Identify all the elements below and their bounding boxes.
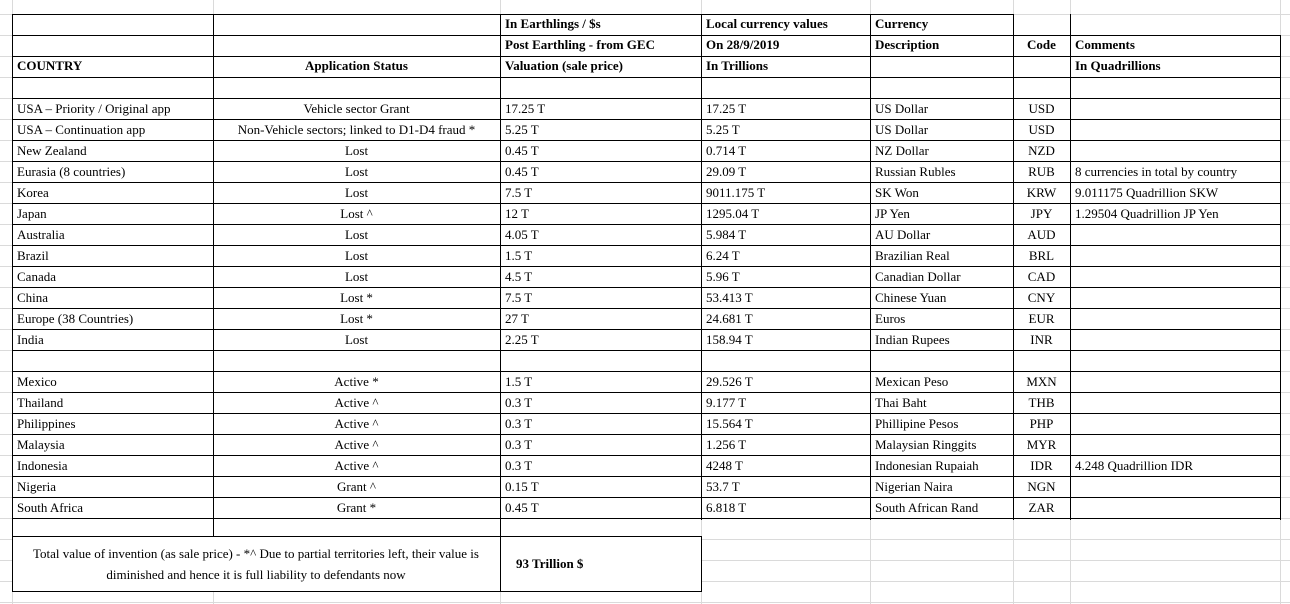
table-cell-status: Vehicle sector Grant [303,101,410,116]
table-cell-code: CAD [1027,269,1056,284]
table-cell-local: 53.413 T [706,290,753,305]
gridline-horizontal [0,602,1290,603]
table-cell-code: USD [1028,101,1055,116]
table-cell-country: Brazil [17,248,49,263]
border-horizontal [12,413,1281,414]
table-cell-currency: Canadian Dollar [875,269,961,284]
table-cell-status: Grant * [336,500,377,515]
border-horizontal [12,245,1281,246]
table-cell-country: China [17,290,49,305]
border-horizontal [12,224,1281,225]
table-cell-status: Lost [344,269,369,284]
table-cell-status: Grant ^ [337,479,376,494]
table-cell-valuation: 1.5 T [505,374,533,389]
table-cell-currency: Phillipine Pesos [875,416,959,431]
border-horizontal [12,518,1281,519]
table-cell-valuation: 17.25 T [505,101,546,116]
table-cell-status: Lost [344,248,369,263]
table-cell-comments: 4.248 Quadrillion IDR [1075,458,1194,473]
border-horizontal [12,35,1281,36]
table-cell-valuation: 0.15 T [505,479,539,494]
table-cell-comments [1070,225,1280,246]
border-vertical [500,14,501,541]
table-cell-valuation: 0.3 T [505,416,533,431]
table-cell-local: 5.96 T [706,269,740,284]
header-cell: Local currency values [706,16,828,31]
table-cell-country: Thailand [17,395,64,410]
table-cell-valuation: 7.5 T [505,185,533,200]
table-cell-code: THB [1028,395,1055,410]
table-cell-local: 17.25 T [706,101,747,116]
table-cell-code: ZAR [1028,500,1055,515]
table-cell-valuation: 4.05 T [505,227,539,242]
table-cell-code: USD [1028,122,1055,137]
table-cell-status: Lost [344,164,369,179]
table-cell-code: NZD [1028,143,1055,158]
table-cell-status: Lost * [340,311,373,326]
table-cell-currency: Mexican Peso [875,374,949,389]
table-cell-valuation: 12 T [505,206,529,221]
table-cell-comments [1070,309,1280,330]
table-cell-currency: Euros [875,311,906,326]
header-cell: COUNTRY [17,58,83,73]
table-cell-status: Active ^ [334,458,379,473]
table-cell-valuation: 7.5 T [505,290,533,305]
table-cell-currency: AU Dollar [875,227,931,242]
table-cell-comments [1070,267,1280,288]
table-cell-local: 15.564 T [706,416,753,431]
border-horizontal [12,392,1281,393]
header-cell: Application Status [305,58,408,73]
border-horizontal [12,266,1281,267]
table-cell-local: 53.7 T [706,479,740,494]
header-cell: In Earthlings / $s [505,16,601,31]
table-cell-local: 9011.175 T [706,185,766,200]
table-cell-status: Active ^ [334,416,379,431]
table-cell-country: Indonesia [17,458,68,473]
table-cell-code: IDR [1030,458,1053,473]
table-cell-valuation: 0.3 T [505,395,533,410]
table-cell-local: 29.09 T [706,164,747,179]
table-cell-valuation: 0.45 T [505,164,539,179]
border-horizontal [12,182,1281,183]
table-cell-valuation: 1.5 T [505,248,533,263]
table-cell-local: 6.818 T [706,500,747,515]
table-cell-comments [1070,498,1280,519]
border-vertical [1070,14,1071,520]
header-cell: Code [1027,37,1056,52]
table-cell-comments [1070,435,1280,456]
table-cell-comments [1070,330,1280,351]
table-cell-code: CNY [1027,290,1056,305]
header-cell: On 28/9/2019 [706,37,780,52]
table-cell-comments [1070,99,1280,120]
table-cell-local: 24.681 T [706,311,753,326]
table-cell-local: 9.177 T [706,395,747,410]
table-cell-code: AUD [1027,227,1056,242]
table-cell-code: BRL [1028,248,1055,263]
table-cell-comments [1070,141,1280,162]
table-cell-local: 5.984 T [706,227,747,242]
table-cell-valuation: 0.45 T [505,500,539,515]
table-cell-local: 4248 T [706,458,743,473]
table-cell-local: 6.24 T [706,248,740,263]
border-horizontal [12,287,1281,288]
table-cell-valuation: 27 T [505,311,529,326]
table-cell-country: Nigeria [17,479,56,494]
table-cell-country: Malaysia [17,437,65,452]
table-cell-code: KRW [1026,185,1057,200]
table-cell-country: Philippines [17,416,76,431]
table-cell-status: Lost [344,227,369,242]
table-cell-currency: JP Yen [875,206,910,221]
border-vertical [1013,14,1014,520]
table-cell-currency: Russian Rubles [875,164,956,179]
table-cell-valuation: 4.5 T [505,269,533,284]
table-cell-country: Korea [17,185,49,200]
header-cell: Currency [875,16,929,31]
table-cell-country: India [17,332,44,347]
border-vertical [701,14,702,520]
table-cell-code: EUR [1028,311,1055,326]
table-cell-status: Active ^ [334,437,379,452]
border-vertical [12,14,13,541]
total-value: 93 Trillion $ [516,556,584,571]
table-cell-country: Europe (38 Countries) [17,311,134,326]
border-horizontal [12,98,1281,99]
table-cell-country: Mexico [17,374,57,389]
border-vertical [870,14,871,520]
table-cell-local: 158.94 T [706,332,753,347]
table-cell-currency: Thai Baht [875,395,927,410]
table-cell-country: Canada [17,269,56,284]
border-horizontal [12,119,1281,120]
table-cell-valuation: 0.45 T [505,143,539,158]
table-cell-country: New Zealand [17,143,87,158]
table-cell-code: NGN [1027,479,1056,494]
table-cell-country: South Africa [17,500,84,515]
table-cell-country: Eurasia (8 countries) [17,164,126,179]
border-horizontal [12,350,1281,351]
table-cell-comments [1070,246,1280,267]
table-cell-valuation: 5.25 T [505,122,539,137]
table-cell-code: MXN [1026,374,1057,389]
border-horizontal [12,308,1281,309]
border-horizontal [12,455,1281,456]
header-cell: Post Earthling - from GEC [505,37,655,52]
table-cell-comments [1070,393,1280,414]
table-cell-comments [1070,372,1280,393]
header-cell: In Trillions [706,58,769,73]
border-horizontal [12,329,1281,330]
border-horizontal [12,14,1014,15]
table-cell-currency: Chinese Yuan [875,290,947,305]
table-cell-currency: Indian Rupees [875,332,950,347]
table-cell-comments [1070,288,1280,309]
border-horizontal [12,476,1281,477]
table-cell-currency: Brazilian Real [875,248,950,263]
border-horizontal [12,434,1281,435]
header-cell: Comments [1075,37,1135,52]
table-cell-local: 1295.04 T [706,206,760,221]
header-cell: Valuation (sale price) [505,58,623,73]
table-cell-status: Active * [334,374,379,389]
table-cell-status: Active ^ [334,395,379,410]
border-vertical [213,14,214,541]
table-cell-currency: Nigerian Naira [875,479,953,494]
border-vertical [1280,35,1281,520]
table-cell-code: MYR [1026,437,1057,452]
table-cell-currency: Malaysian Ringgits [875,437,977,452]
table-cell-currency: South African Rand [875,500,979,515]
table-cell-comments [1070,120,1280,141]
border-horizontal [12,140,1281,141]
border-horizontal [12,161,1281,162]
table-cell-comments: 9.011175 Quadrillion SKW [1075,185,1219,200]
table-cell-status: Non-Vehicle sectors; linked to D1-D4 fraud * [237,122,476,137]
header-cell: Description [875,37,940,52]
table-cell-status: Lost [344,143,369,158]
table-cell-code: JPY [1030,206,1053,221]
table-cell-currency: US Dollar [875,101,929,116]
table-cell-currency: NZ Dollar [875,143,929,158]
header-cell: In Quadrillions [1075,58,1161,73]
table-cell-local: 5.25 T [706,122,740,137]
border-horizontal [12,371,1281,372]
table-cell-comments: 1.29504 Quadrillion JP Yen [1075,206,1219,221]
table-cell-code: RUB [1028,164,1055,179]
table-cell-valuation: 0.3 T [505,437,533,452]
table-cell-country: USA – Priority / Original app [17,101,171,116]
table-cell-local: 1.256 T [706,437,747,452]
table-cell-status: Lost [344,332,369,347]
table-cell-currency: US Dollar [875,122,929,137]
table-cell-currency: Indonesian Rupaiah [875,458,979,473]
table-cell-comments [1070,477,1280,498]
table-cell-country: Australia [17,227,65,242]
table-cell-local: 29.526 T [706,374,753,389]
table-cell-country: Japan [17,206,47,221]
table-cell-status: Lost [344,185,369,200]
total-label: Total value of invention (as sale price) - *^ Due to partial territories left, their value is diminished and hence it is full liability to defendants now [33,546,479,582]
border-horizontal [12,56,1281,57]
border-horizontal [12,203,1281,204]
table-cell-status: Lost ^ [340,206,373,221]
table-cell-country: USA – Continuation app [17,122,146,137]
table-cell-code: PHP [1029,416,1054,431]
table-cell-comments [1070,414,1280,435]
table-cell-valuation: 2.25 T [505,332,539,347]
border-horizontal [12,77,1281,78]
border-horizontal [12,497,1281,498]
table-cell-local: 0.714 T [706,143,747,158]
table-cell-valuation: 0.3 T [505,458,533,473]
table-cell-currency: SK Won [875,185,919,200]
table-cell-status: Lost * [340,290,373,305]
table-cell-code: INR [1030,332,1053,347]
table-cell-comments: 8 currencies in total by country [1075,164,1238,179]
